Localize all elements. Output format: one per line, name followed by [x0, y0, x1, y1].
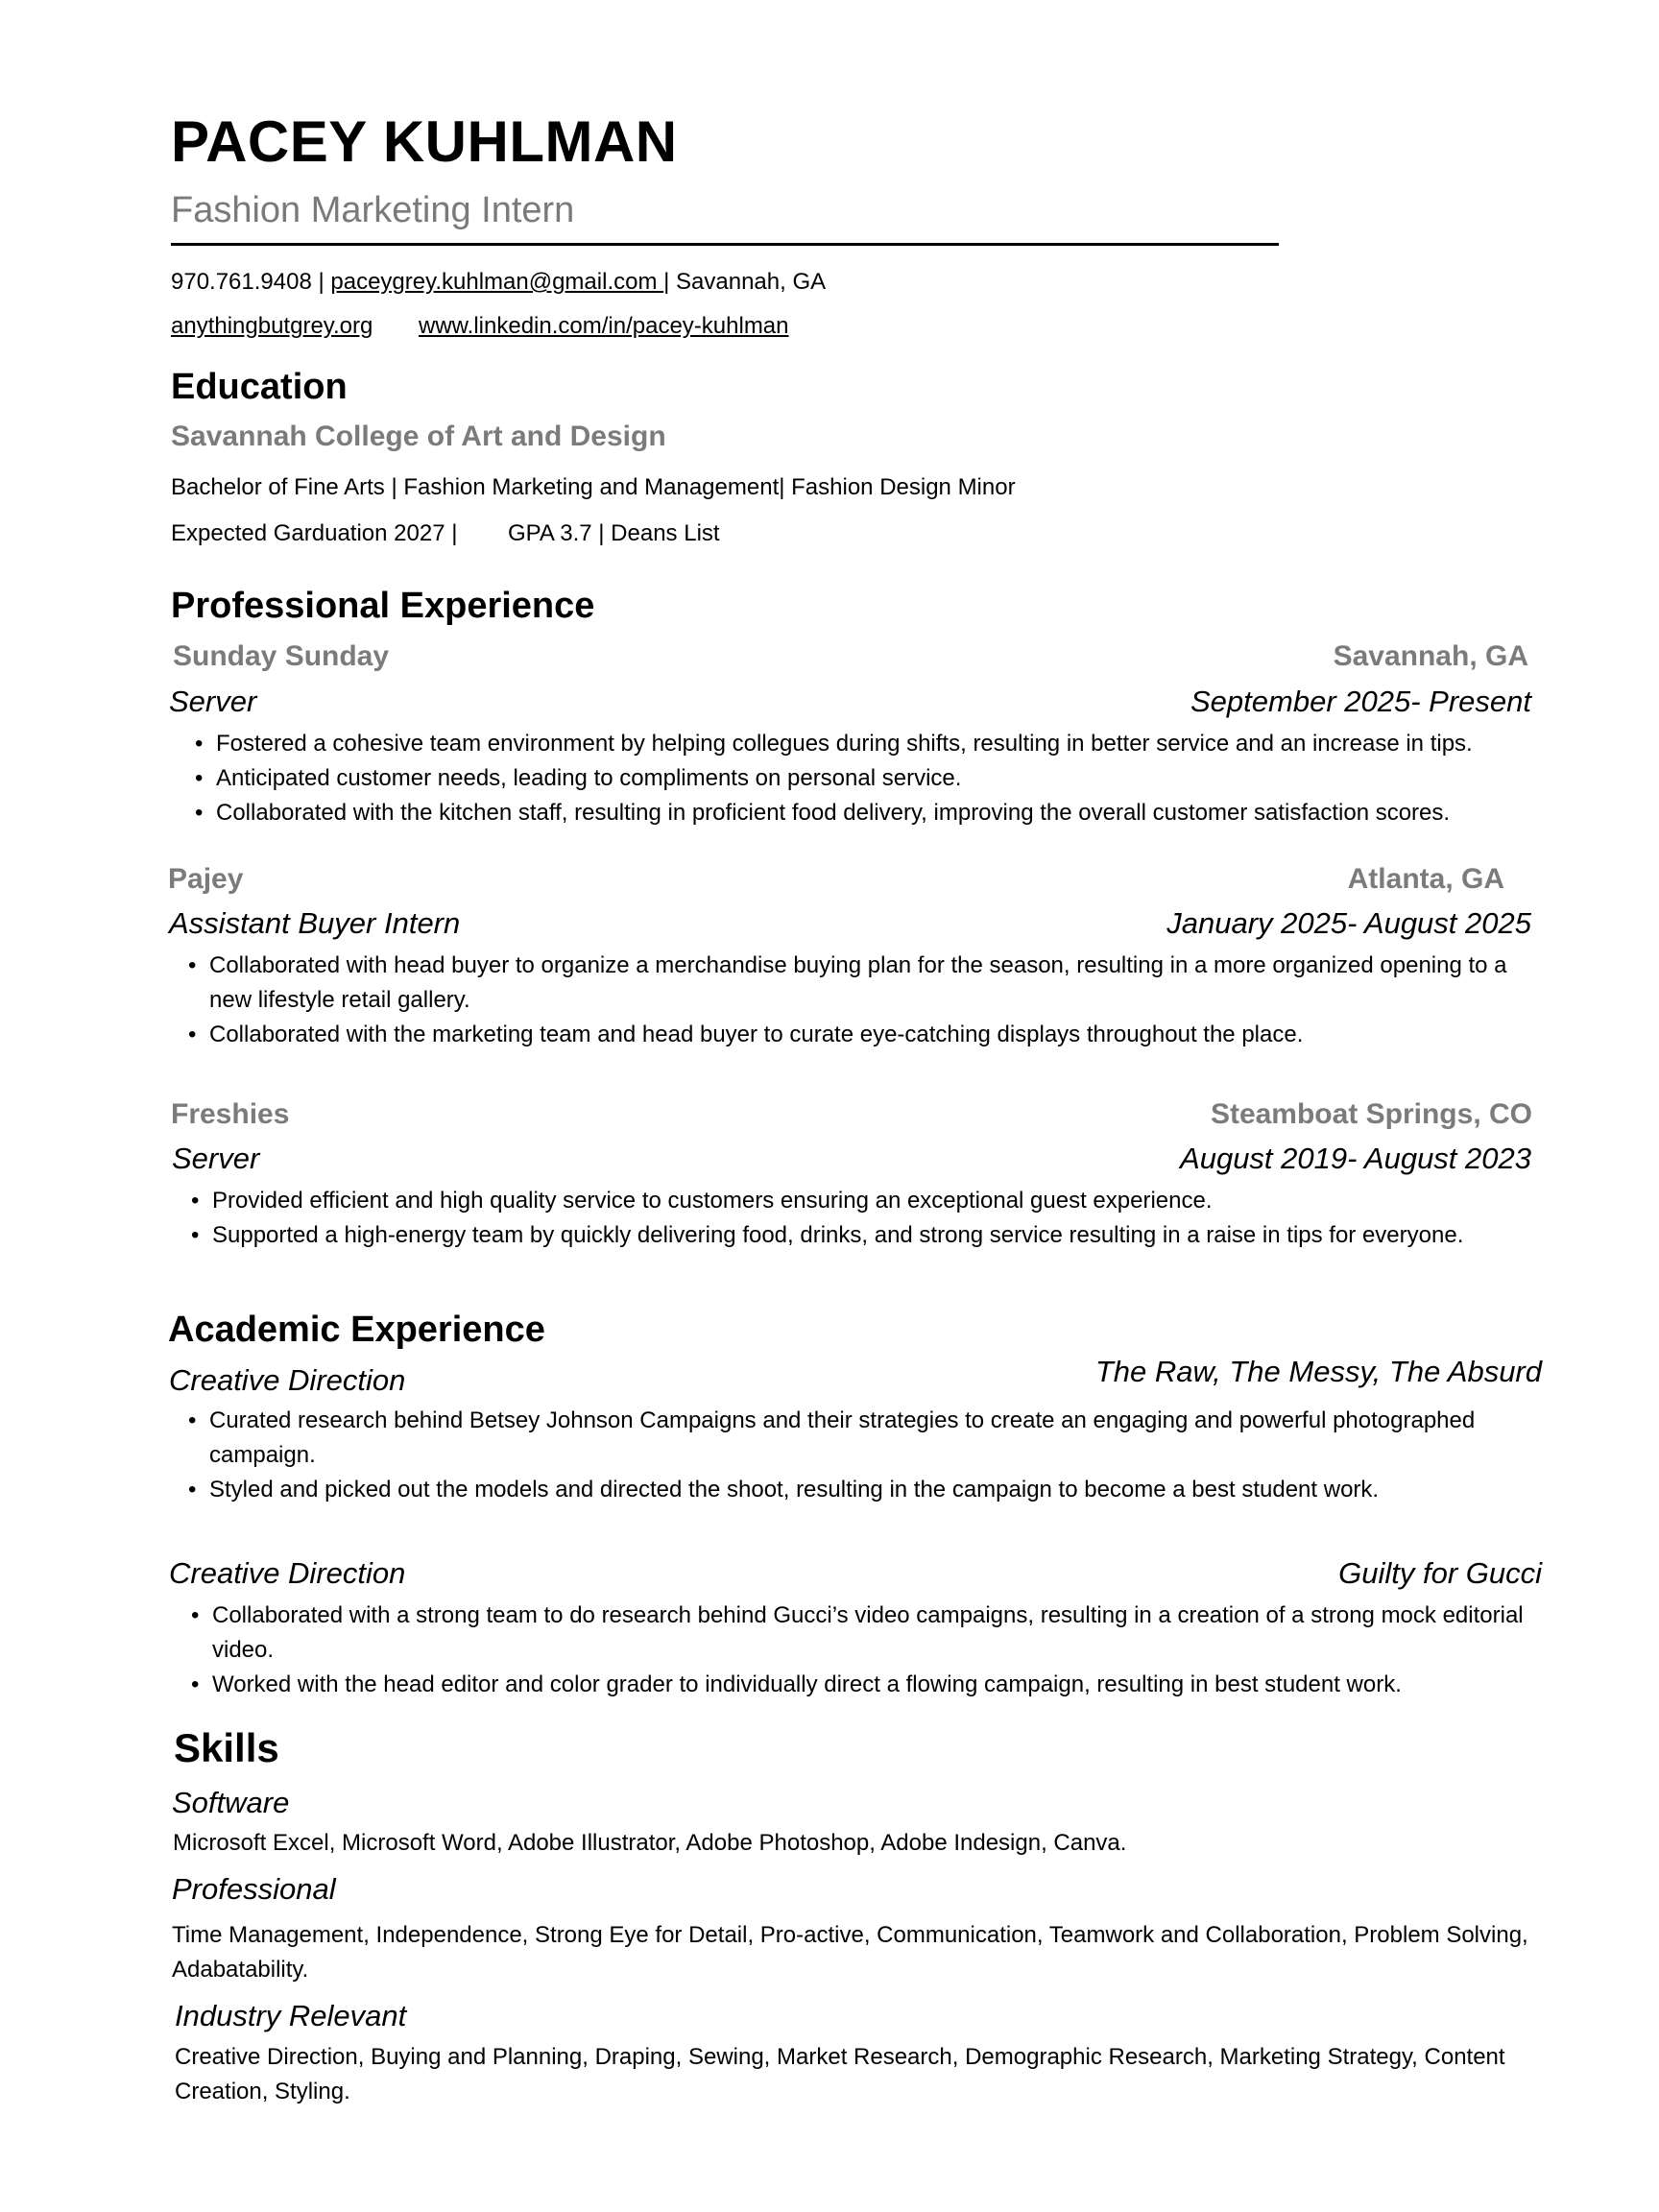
phone-text: 970.761.9408 | — [171, 269, 325, 295]
gpa-text: GPA 3.7 | Deans List — [508, 520, 720, 546]
academic-heading: Academic Experience — [168, 1310, 545, 1350]
list-item: • Collaborated with the marketing team and head buyer to curate eye-catching displays throughout the place. — [188, 1018, 1532, 1052]
header-divider — [171, 243, 1279, 246]
project-bullets — [188, 1404, 1542, 1507]
software-label: Software — [172, 1786, 290, 1819]
project-bullets — [191, 1599, 1535, 1702]
job-location: Savannah, GA — [1333, 640, 1528, 672]
resume-name: PACEY KUHLMAN — [171, 109, 678, 174]
list-item: • Provided efficient and high quality service to customers ensuring an exceptional guest experience. — [191, 1184, 1554, 1218]
email-link[interactable]: paceygrey.kuhlman@gmail.com — [330, 269, 664, 295]
job-dates: August 2019- August 2023 — [1180, 1142, 1531, 1175]
job-role: Assistant Buyer Intern — [169, 906, 461, 940]
resume-title: Fashion Marketing Intern — [171, 190, 575, 230]
job-org: Sunday Sunday — [173, 640, 390, 672]
degree-text: Bachelor of Fine Arts | Fashion Marketing and Management| Fashion Design Minor — [171, 474, 1016, 500]
list-item: • Collaborated with head buyer to organize a merchandise buying plan for the season, resulting in a more organized opening to a new lifestyle retail gallery. — [188, 949, 1532, 1018]
professional-heading: Professional Experience — [171, 586, 595, 626]
list-item: • Styled and picked out the models and directed the shoot, resulting in the campaign to become a best student work. — [188, 1473, 1542, 1507]
industry-label: Industry Relevant — [175, 1999, 407, 2032]
website-link[interactable]: anythingbutgrey.org — [171, 313, 373, 339]
list-item: • Anticipated customer needs, leading to compliments on personal service. — [195, 761, 1558, 796]
project-title: The Raw, The Messy, The Absurd — [1094, 1355, 1542, 1388]
list-item: • Supported a high-energy team by quickly delivering food, drinks, and strong service resulting in a raise in tips for everyone. — [191, 1218, 1554, 1253]
job-role: Server — [172, 1142, 260, 1175]
job-bullets — [195, 727, 1558, 830]
education-heading: Education — [171, 367, 348, 407]
skills-heading: Skills — [174, 1725, 279, 1770]
graduation-text: Expected Garduation 2027 | — [171, 520, 458, 546]
job-bullets — [191, 1184, 1554, 1253]
job-role: Server — [169, 685, 257, 718]
job-dates: January 2025- August 2025 — [1166, 906, 1531, 940]
list-item: • Curated research behind Betsey Johnson Campaigns and their strategies to create an engaging and powerful photographed campaign. — [188, 1404, 1542, 1473]
school-name: Savannah College of Art and Design — [171, 421, 666, 452]
contact-line — [171, 271, 826, 294]
professional-skills: Time Management, Independence, Strong Eye for Detail, Pro-active, Communication, Teamwork and Collaboration, Problem Solving, Adabatability. — [172, 1922, 1528, 1983]
list-item: • Collaborated with a strong team to do research behind Gucci’s video campaigns, resulting in a creation of a strong mock editorial video. — [191, 1599, 1535, 1668]
project-title: Guilty for Gucci — [1338, 1556, 1542, 1590]
list-item: • Fostered a cohesive team environment by helping collegues during shifts, resulting in better service and an increase in tips. — [195, 727, 1558, 761]
job-location: Steamboat Springs, CO — [1210, 1098, 1532, 1130]
linkedin-link[interactable]: www.linkedin.com/in/pacey-kuhlman — [419, 313, 789, 339]
project-role: Creative Direction — [169, 1363, 406, 1397]
list-item: • Worked with the head editor and color grader to individually direct a flowing campaign, resulting in best student work. — [191, 1668, 1535, 1702]
job-bullets — [188, 949, 1532, 1052]
location-text: | Savannah, GA — [663, 269, 827, 295]
project-role: Creative Direction — [169, 1556, 406, 1590]
list-item: • Collaborated with the kitchen staff, resulting in proficient food delivery, improving the overall customer satisfaction scores. — [195, 796, 1558, 830]
industry-skills: Creative Direction, Buying and Planning, Draping, Sewing, Market Research, Demographic Research, Marketing Strategy, Content Creation, Styling. — [175, 2044, 1505, 2104]
job-location: Atlanta, GA — [1347, 863, 1504, 895]
software-skills: Microsoft Excel, Microsoft Word, Adobe Illustrator, Adobe Photoshop, Adobe Indesign, Canva. — [173, 1830, 1127, 1856]
professional-label: Professional — [172, 1872, 336, 1906]
job-dates: September 2025- Present — [1190, 685, 1531, 718]
job-org: Freshies — [171, 1098, 290, 1130]
job-org: Pajey — [168, 863, 244, 895]
